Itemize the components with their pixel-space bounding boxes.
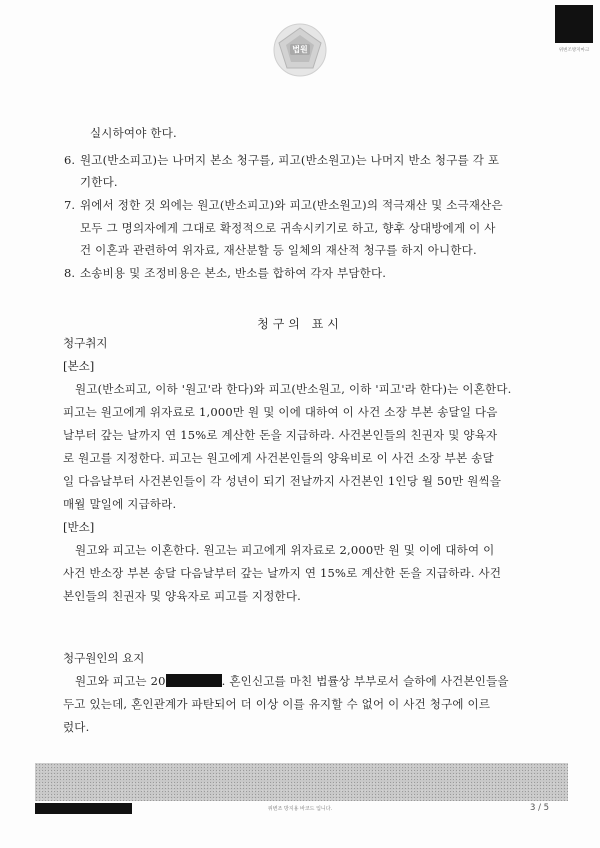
item-number: 7. (64, 198, 75, 212)
claim-title: 청구취지 (63, 336, 108, 350)
item-line: 원고(반소피고)는 나머지 본소 청구를, 피고(반소원고)는 나머지 반소 청구를 각 포 (80, 153, 500, 167)
main-claim-label: [본소] (63, 359, 95, 373)
cause-line: 두고 있는데, 혼인관계가 파탄되어 더 이상 이를 유지할 수 없어 이 사건 청구에 이르 (63, 697, 491, 711)
item-line: 모두 그 명의자에게 그대로 확정적으로 귀속시키기로 하고, 향후 상대방에게 이 사 (80, 221, 496, 235)
cause-line (75, 673, 509, 689)
page-number: 3 / 5 (530, 803, 550, 813)
cause-line: 렀다. (63, 720, 90, 734)
counter-line: 본인들의 친권자 및 양육자로 피고를 지정한다. (63, 589, 302, 603)
redacted-date (166, 674, 222, 687)
claim-line: 날부터 갚는 날까지 연 15%로 계산한 돈을 지급하라. 사건본인들의 친권자 및 양육자 (63, 428, 498, 442)
cause-line-prefix: 원고와 피고는 20 (75, 674, 166, 688)
seal-label: 법원 (292, 45, 308, 54)
item-line: 소송비용 및 조정비용은 본소, 반소를 합하여 각자 부담한다. (80, 266, 387, 280)
item-line: 기한다. (80, 175, 118, 189)
item-line: 건 이혼과 관련하여 위자료, 재산분할 등 일체의 재산적 청구를 하지 아니한다. (80, 243, 477, 257)
section-heading: 청구의 표시 (257, 317, 343, 331)
anti-forgery-code: 위변조방지마크 (558, 48, 590, 53)
item-number: 6. (64, 153, 75, 167)
security-barcode-band (35, 763, 568, 801)
cause-line-suffix: . 혼인신고를 마친 법률상 부부로서 슬하에 사건본인들을 (221, 674, 509, 688)
claim-line: 매월 말일에 지급하라. (63, 497, 177, 511)
cause-title: 청구원인의 요지 (63, 651, 145, 665)
footer-note: 위변조 방지용 바코드 입니다. (267, 806, 333, 812)
counter-line: 사건 반소장 부본 송달 다음날부터 갚는 날까지 연 15%로 계산한 돈을 지급하라. 사건 (63, 566, 502, 580)
item-line: 위에서 정한 것 외에는 원고(반소피고)와 피고(반소원고)의 적극재산 및 소극재산은 (80, 198, 503, 212)
claim-line: 일 다음날부터 사건본인들이 각 성년이 되기 전날까지 사건본인 1인당 월 50만 원씩을 (63, 474, 502, 488)
counter-line: 원고와 피고는 이혼한다. 원고는 피고에게 위자료로 2,000만 원 및 이에 대하여 이 (75, 543, 495, 557)
claim-line: 원고(반소피고, 이하 '원고'라 한다)와 피고(반소원고, 이하 '피고'라 한다)는 이혼한다. (75, 382, 512, 396)
claim-line: 피고는 원고에게 위자료로 1,000만 원 및 이에 대하여 이 사건 소장 부본 송달일 다음 (63, 405, 498, 419)
item-number: 8. (64, 266, 75, 280)
counter-claim-label: [반소] (63, 520, 95, 534)
redaction-box (555, 5, 593, 43)
item-continuation: 실시하여야 한다. (90, 126, 177, 140)
claim-line: 로 원고를 지정한다. 피고는 원고에게 사건본인들의 양육비로 이 사건 소장 부본 송달 (63, 451, 494, 465)
